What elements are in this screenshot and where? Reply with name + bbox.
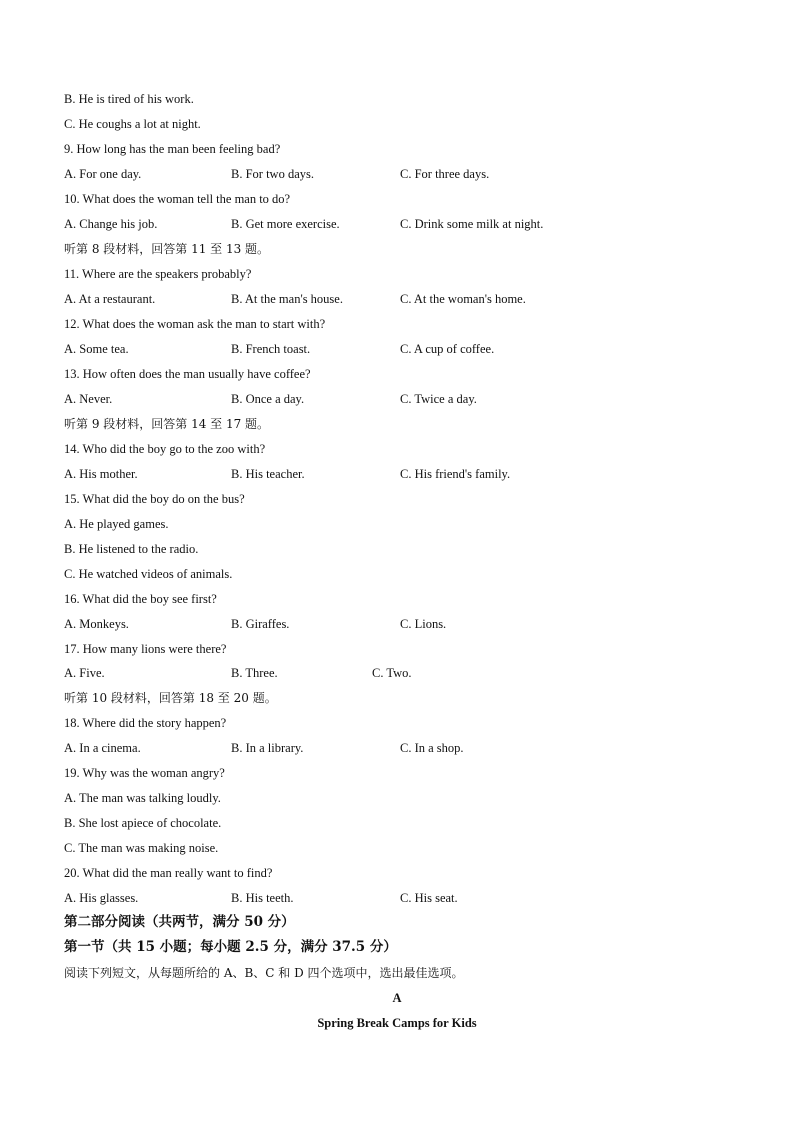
option-b: B. His teeth.	[231, 891, 294, 905]
reading-instruction: 阅读下列短文，从每题所给的 A、B、C 和 D 四个选项中，选出最佳选项。	[64, 966, 464, 980]
question-15: 15. What did the boy do on the bus?	[64, 492, 245, 506]
part-heading: 第二部分阅读（共两节，满分 50 分）	[64, 914, 295, 930]
option-a: A. Monkeys.	[64, 617, 129, 631]
option-c: C. Twice a day.	[400, 392, 477, 406]
option-a: A. The man was talking loudly.	[64, 791, 221, 805]
option-b: B. French toast.	[231, 342, 311, 356]
option-c: C. His friend's family.	[400, 467, 511, 481]
option-b: B. Giraffes.	[231, 617, 290, 631]
option-a: A. In a cinema.	[64, 741, 141, 755]
option-a: A. Some tea.	[64, 342, 129, 356]
option-c: C. For three days.	[400, 167, 490, 181]
option-b: B. Three.	[231, 666, 278, 680]
option-a: A. At a restaurant.	[64, 292, 156, 306]
option-c: C. He watched videos of animals.	[64, 567, 233, 581]
option-a: A. Change his job.	[64, 217, 158, 231]
option-a: A. His mother.	[64, 467, 138, 481]
question-20: 20. What did the man really want to find?	[64, 866, 273, 880]
passage-title: Spring Break Camps for Kids	[317, 1016, 477, 1030]
section-instruction: 听第 9 段材料，回答第 14 至 17 题。	[64, 417, 270, 431]
option-c: C. At the woman's home.	[400, 292, 526, 306]
option-a: A. His glasses.	[64, 891, 139, 905]
option-a: A. For one day.	[64, 167, 142, 181]
question-13: 13. How often does the man usually have coffee?	[64, 367, 311, 381]
option-b: B. Get more exercise.	[231, 217, 340, 231]
option-c: C. In a shop.	[400, 741, 464, 755]
question-9: 9. How long has the man been feeling bad?	[64, 142, 281, 156]
question-19: 19. Why was the woman angry?	[64, 766, 225, 780]
option-a: A. Never.	[64, 392, 113, 406]
option-a: A. He played games.	[64, 517, 169, 531]
option-c: C. His seat.	[400, 891, 458, 905]
option-b: B. She lost apiece of chocolate.	[64, 816, 222, 830]
question-10: 10. What does the woman tell the man to do?	[64, 192, 291, 206]
option-c: C. Drink some milk at night.	[400, 217, 544, 231]
section-instruction: 听第 10 段材料，回答第 18 至 20 题。	[64, 691, 277, 705]
option-line: C. He coughs a lot at night.	[64, 117, 201, 131]
question-16: 16. What did the boy see first?	[64, 592, 217, 606]
question-14: 14. Who did the boy go to the zoo with?	[64, 442, 266, 456]
question-12: 12. What does the woman ask the man to start with?	[64, 317, 326, 331]
question-17: 17. How many lions were there?	[64, 642, 227, 656]
option-c: C. The man was making noise.	[64, 841, 219, 855]
option-line: B. He is tired of his work.	[64, 92, 194, 106]
option-b: B. At the man's house.	[231, 292, 343, 306]
option-c: C. A cup of coffee.	[400, 342, 495, 356]
question-18: 18. Where did the story happen?	[64, 716, 227, 730]
option-c: C. Lions.	[400, 617, 447, 631]
passage-letter: A	[392, 991, 402, 1005]
option-b: B. He listened to the radio.	[64, 542, 199, 556]
option-c: C. Two.	[372, 666, 412, 680]
section-heading: 第一节（共 15 小题；每小题 2.5 分，满分 37.5 分）	[64, 939, 397, 955]
question-11: 11. Where are the speakers probably?	[64, 267, 252, 281]
section-instruction: 听第 8 段材料，回答第 11 至 13 题。	[64, 242, 270, 256]
option-b: B. His teacher.	[231, 467, 305, 481]
option-a: A. Five.	[64, 666, 105, 680]
option-b: B. In a library.	[231, 741, 304, 755]
option-b: B. For two days.	[231, 167, 314, 181]
option-b: B. Once a day.	[231, 392, 305, 406]
